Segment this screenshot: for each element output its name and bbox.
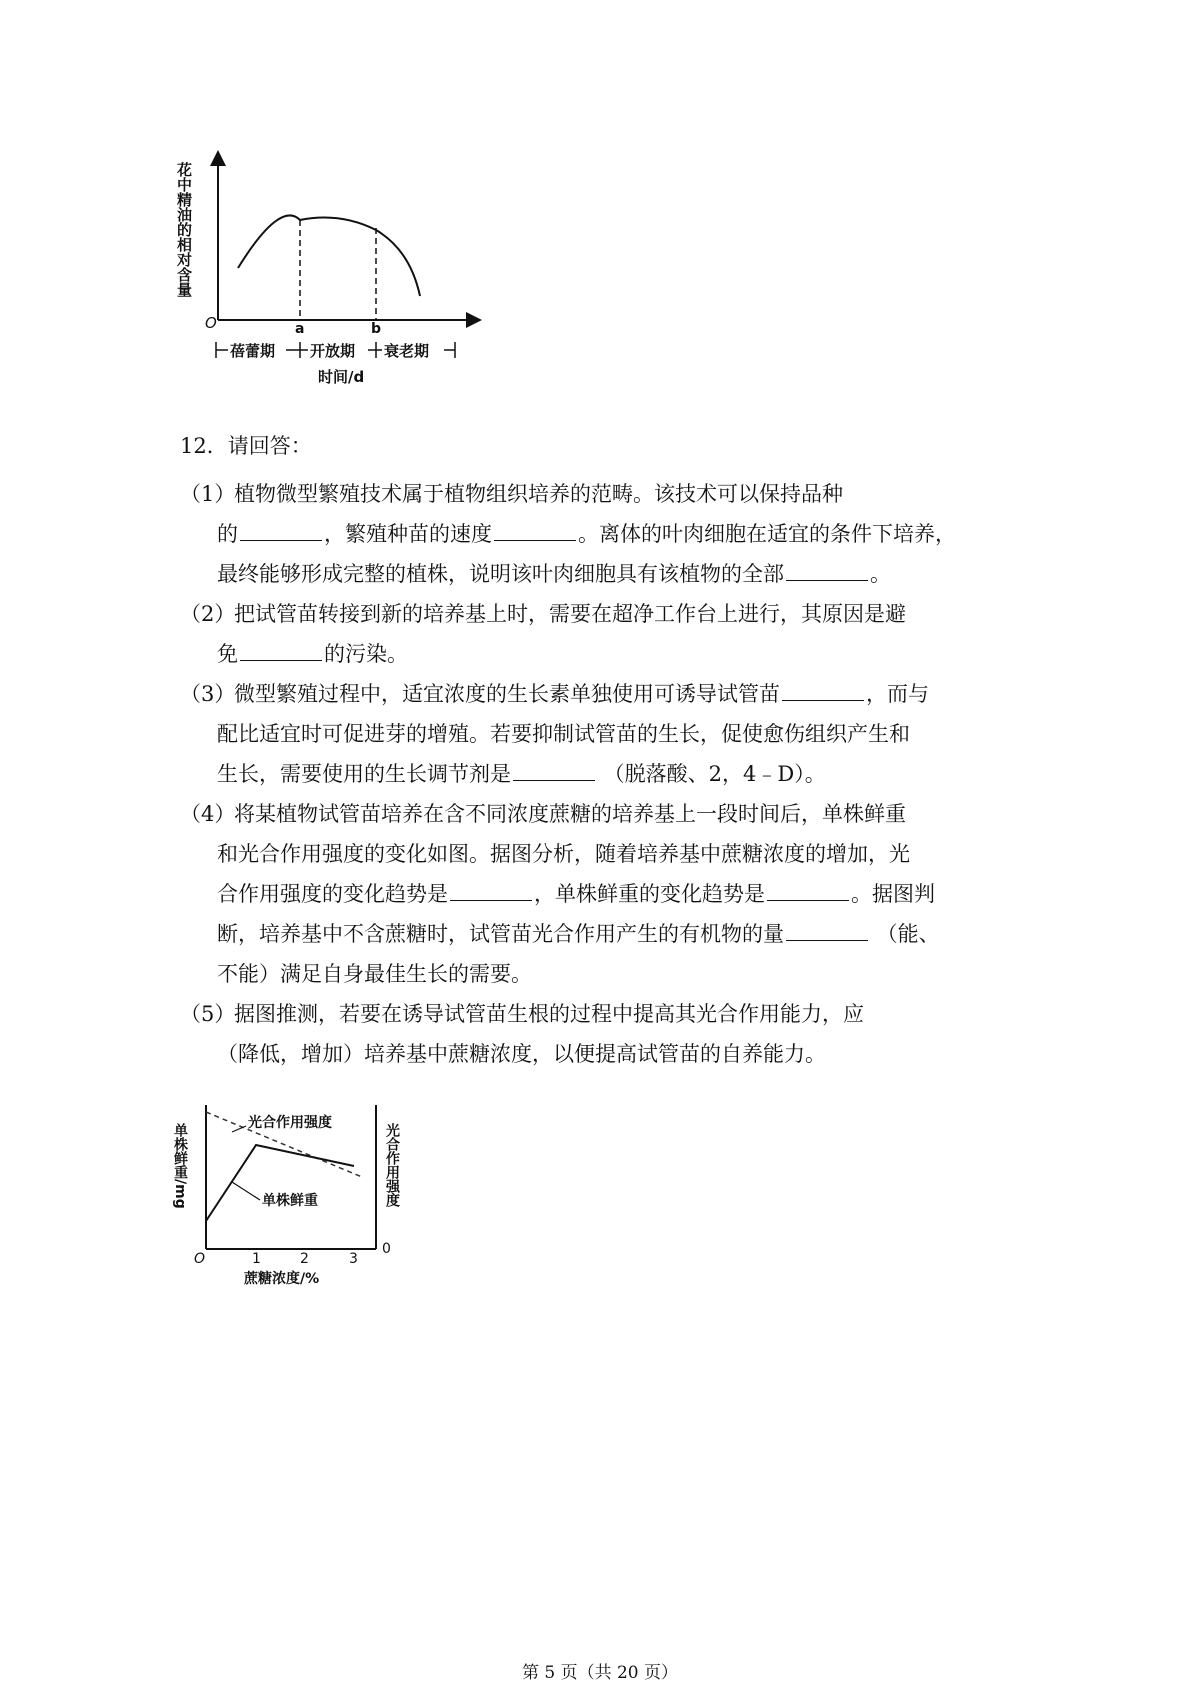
photosynthesis-leader (232, 1126, 246, 1132)
answer-blank[interactable] (494, 539, 576, 541)
oil-content-curve (238, 215, 420, 296)
phase-label-senescence: 衰老期 (384, 342, 430, 360)
marker-b-label: b (371, 321, 382, 337)
sub-question-2: （2） 把试管苗转接到新的培养基上时，需要在超净工作台上进行，其原因是避 免 的污染。 (180, 602, 906, 666)
answer-blank[interactable] (513, 779, 595, 781)
x-axis-label: 时间/d (318, 368, 365, 386)
answer-blank[interactable] (782, 699, 864, 701)
sub-question-4: （4） 将某植物试管苗培养在含不同浓度蔗糖的培养基上一段时间后，单株鲜重 和光合作用强度的变化如图。据图分析，随着培养基中蔗糖浓度的增加，光 合作用强度的变化趋势是 ，单株鲜重的变化趋势是 。据图判 断，培养基中不含蔗糖时，试管苗光合作用产生的有机物的量 （能、 不能）满足自身最佳生长的需要。 (180, 802, 940, 986)
x-tick-2: 2 (300, 1251, 309, 1267)
fresh-weight-line (206, 1145, 354, 1221)
x-tick-3: 3 (349, 1251, 358, 1267)
origin-label: O (205, 314, 217, 332)
fresh-weight-leader (232, 1182, 260, 1200)
sucrose-chart (170, 1095, 430, 1295)
answer-blank[interactable] (786, 579, 868, 581)
answer-blank[interactable] (240, 539, 322, 541)
fresh-weight-series-label: 单株鲜重 (262, 1193, 318, 1209)
answer-blank[interactable] (450, 899, 532, 901)
right-y-axis-label: 光合作用强度 (384, 1123, 400, 1207)
photosynthesis-series-label: 光合作用强度 (248, 1115, 332, 1131)
phase-label-bloom: 开放期 (310, 342, 356, 360)
sub-question-1: （1） 植物微型繁殖技术属于植物组织培养的范畴。该技术可以保持品种 的 ，繁殖种苗的速度 。离体的叶肉细胞在适宜的条件下培养， 最终能够形成完整的植株，说明该叶肉细胞具有该植物的全部 。 (180, 482, 956, 586)
answer-blank[interactable] (786, 939, 868, 941)
marker-a-label: a (295, 321, 305, 337)
page-footer: 第 5 页（共 20 页） (521, 1663, 679, 1683)
phase-label-bud: 蓓蕾期 (230, 342, 276, 360)
left-y-axis-label: 单株鲜重/mg (172, 1123, 188, 1209)
y-axis-label: 花中精油的相对含量 (175, 162, 193, 297)
right-zero-label: 0 (382, 1241, 391, 1257)
x-axis-label: 蔗糖浓度/% (244, 1271, 320, 1287)
answer-blank[interactable] (240, 659, 322, 661)
essential-oil-chart (170, 140, 510, 390)
x-tick-1: 1 (252, 1251, 261, 1267)
sub-question-5: （5） 据图推测，若要在诱导试管苗生根的过程中提高其光合作用能力，应 （降低，增加）培养基中蔗糖浓度，以便提高试管苗的自养能力。 (180, 1002, 864, 1066)
origin-label: O (194, 1251, 206, 1267)
question-title: 12．请回答： (180, 434, 312, 458)
answer-blank[interactable] (767, 899, 849, 901)
sub-question-3: （3） 微型繁殖过程中，适宜浓度的生长素单独使用可诱导试管苗 ，而与 配比适宜时可促进芽的增殖。若要抑制试管苗的生长，促使愈伤组织产生和 生长，需要使用的生长调节剂是 （脱落酸、2，4﹣D）。 (180, 682, 929, 786)
